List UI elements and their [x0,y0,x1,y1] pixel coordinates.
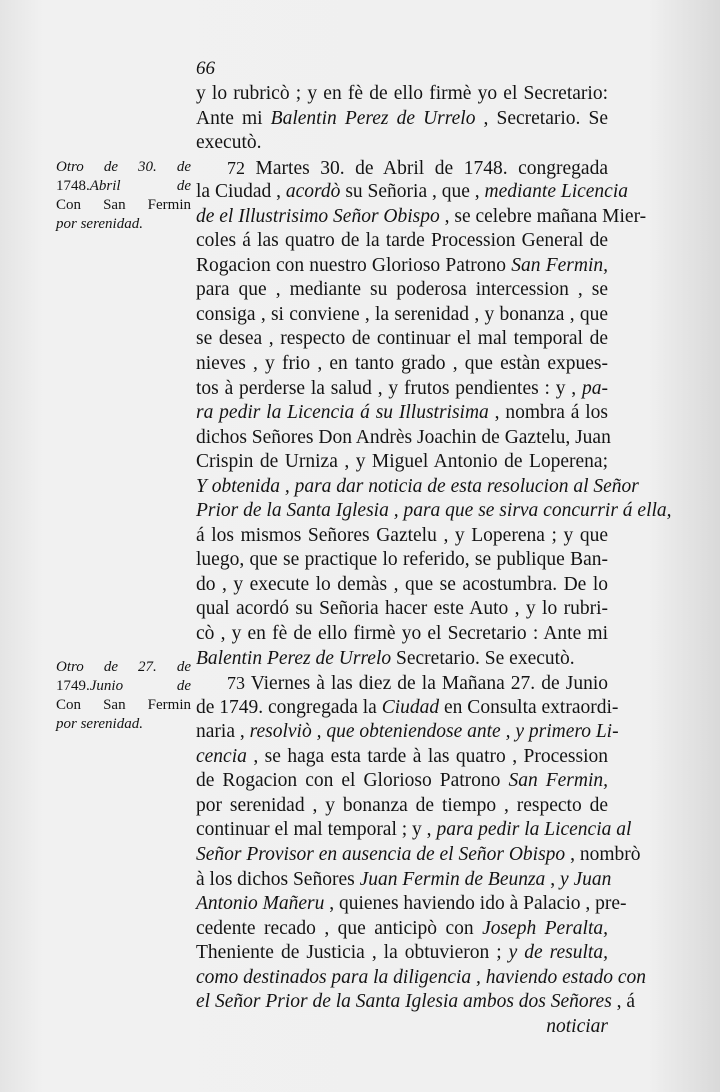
text-line [196,843,641,868]
text-run: executò. [196,132,262,154]
text-line [196,401,608,426]
text-run: por serenidad , y bonanza de tiempo , respecto de [196,794,608,816]
italic-run: por serenidad. [56,716,143,732]
italic-run: San Fermin, [511,254,608,276]
text-run: , [545,868,560,890]
text-run: continuar el mal temporal ; y , [196,819,437,841]
text-line [196,696,619,721]
text-line [196,597,608,622]
text-line [196,156,608,181]
text-line [196,573,608,598]
text-line [196,818,632,843]
italic-run: por serenidad. [56,216,143,232]
italic-run: noticiar [546,1015,608,1037]
italic-run: de el Illustrisimo Señor Obispo [196,205,440,227]
italic-run: Prior de la Santa Iglesia , para que se sirva concurrir á ella, [196,500,672,522]
italic-run: Balentin Perez de Urrelo [196,647,392,669]
italic-run: para pedir la Licencia al [436,819,632,841]
text-line [196,647,608,672]
text-line [196,107,608,132]
text-run: Ante mi [196,107,271,129]
main-text-column [196,82,672,1039]
text-run: tos à perderse la salud , y frutos pendientes : y , [196,377,582,399]
text-run: consiga , si conviene , la serenidad , y bonanza , que [196,303,608,325]
italic-run: Joseph Peralta, [482,917,609,939]
text-line [196,548,608,573]
text-run: coles á las quatro de la tarde Procession General de [196,230,608,252]
italic-run: acordò [285,181,341,203]
text-line [196,352,608,377]
text-line [196,327,608,352]
italic-run: como destinados para la diligencia , haviendo estado con [196,966,647,988]
margin-note-line [56,177,191,196]
text-run: Crispin de Urniza , y Miguel Antonio de Loperena; [196,451,608,473]
margin-note-2 [56,658,191,734]
text-run: á los mismos Señores Gaztelu , y Loperena ; y que [196,524,608,546]
text-line [196,82,608,107]
italic-run: Ciudad [381,696,440,718]
text-run: Rogacion con nuestro Glorioso Patrono [196,254,512,276]
text-run: à los dichos Señores [196,868,360,890]
italic-run: Antonio Mañeru [196,893,325,915]
text-line [196,524,608,549]
margin-note-line [56,677,191,696]
italic-run: Y obtenida , para dar noticia de esta resolucion al Señor [196,475,639,497]
text-line [196,303,608,328]
text-line [196,131,608,156]
italic-run: San Fermin, [508,770,609,792]
text-run: nieves , y frio , en tanto grado , que estàn expues- [196,353,608,375]
paragraph-number: 73 [227,673,245,694]
text-run: Martes 30. de Abril de 1748. congregada [245,157,608,179]
text-run: , se haga esta tarde à las quatro , Procession [246,745,608,767]
italic-run: Señor Provisor en ausencia de el Señor Obispo [196,843,566,865]
text-line [196,254,608,279]
text-run: , nombra á los [488,402,608,424]
text-line [196,671,608,696]
text-line [196,426,611,451]
text-run: Con San Fermin [56,697,191,713]
text-run: en Consulta extraordi- [439,696,619,718]
text-line [196,868,612,893]
italic-run: mediante Licencia [484,181,628,203]
text-run: se desea , respecto de continuar el mal temporal de [196,328,608,350]
text-run: luego, que se practique lo referido, se publique Ban- [196,549,608,571]
paragraph-number: 72 [227,157,245,178]
text-run: Viernes à las diez de la Mañana 27. de Junio [245,673,608,695]
text-line [196,941,608,966]
text-run: qual acordó su Señoria hacer este Auto , y lo rubri- [196,598,608,620]
text-run: cò , y en fè de ello firmè yo el Secretario : Ante mi [196,623,608,645]
text-run: do , y execute lo demàs , que se acostumbra. De lo [196,573,608,595]
italic-run: y Juan [559,868,612,890]
text-line [196,499,672,524]
margin-note-line [56,696,191,715]
text-line [196,966,647,991]
italic-run: cencia [196,745,247,767]
margin-note-line [56,715,191,734]
text-run: para que , mediante su poderosa intercession , se [196,279,608,301]
text-line [196,745,608,770]
text-line [196,794,608,819]
text-line [196,1015,608,1040]
text-run: su Señoria , que , [340,181,485,203]
italic-run: ra pedir la Licencia á su Illustrisima [196,402,489,424]
text-line [196,769,608,794]
italic-run: Otro de 27. de [56,659,191,675]
margin-note-1 [56,158,191,234]
italic-run: y de resulta, [508,942,608,964]
text-run: dichos Señores Don Andrès Joachin de Gaztelu, Juan [196,426,611,448]
text-line [196,450,608,475]
italic-run: Otro de 30. de [56,159,191,175]
italic-run: Juan Fermin de Beunza [359,868,546,890]
text-run: , quienes haviendo ido à Palacio , pre- [324,893,627,915]
text-run: Theniente de Justicia , la obtuvieron ; [196,942,509,964]
margin-note-line [56,196,191,215]
text-line [196,622,608,647]
text-line [196,990,636,1015]
margin-note-line [56,215,191,234]
text-run: , Secretario. Se [475,107,608,129]
margin-note-line [56,158,191,177]
text-run: de 1749. congregada la [196,696,382,718]
text-run: cedente recado , que anticipò con [196,917,483,939]
text-run: naria , [196,721,250,743]
text-line [196,475,639,500]
text-run: 1749. [56,678,90,694]
text-run: Con San Fermin [56,197,191,213]
text-run: , nombrò [565,843,641,865]
text-run: Secretario. Se executò. [391,647,575,669]
text-run: , se celebre mañana Mier- [439,205,647,227]
text-run: 1748. [56,178,90,194]
italic-run: Balentin Perez de Urrelo [270,107,476,129]
text-line [196,377,608,402]
text-line [196,205,647,230]
text-run: , á [611,991,636,1013]
text-run: la Ciudad , [196,181,286,203]
text-line [196,180,628,205]
text-line [196,917,608,942]
text-line [196,720,619,745]
italic-run: Abril de [89,178,191,194]
italic-run: Junio de [89,678,191,694]
margin-note-line [56,658,191,677]
text-line [196,892,627,917]
page-number: 66 [196,58,215,79]
text-line [196,229,608,254]
text-run: de Rogacion con el Glorioso Patrono [196,770,509,792]
italic-run: el Señor Prior de la Santa Iglesia ambos dos Señores [196,991,612,1013]
italic-run: pa- [582,377,608,399]
italic-run: resolviò , que obteniendose ante , y primero Li- [249,721,619,743]
text-run: y lo rubricò ; y en fè de ello firmè yo el Secretario: [196,83,608,104]
text-line [196,278,608,303]
